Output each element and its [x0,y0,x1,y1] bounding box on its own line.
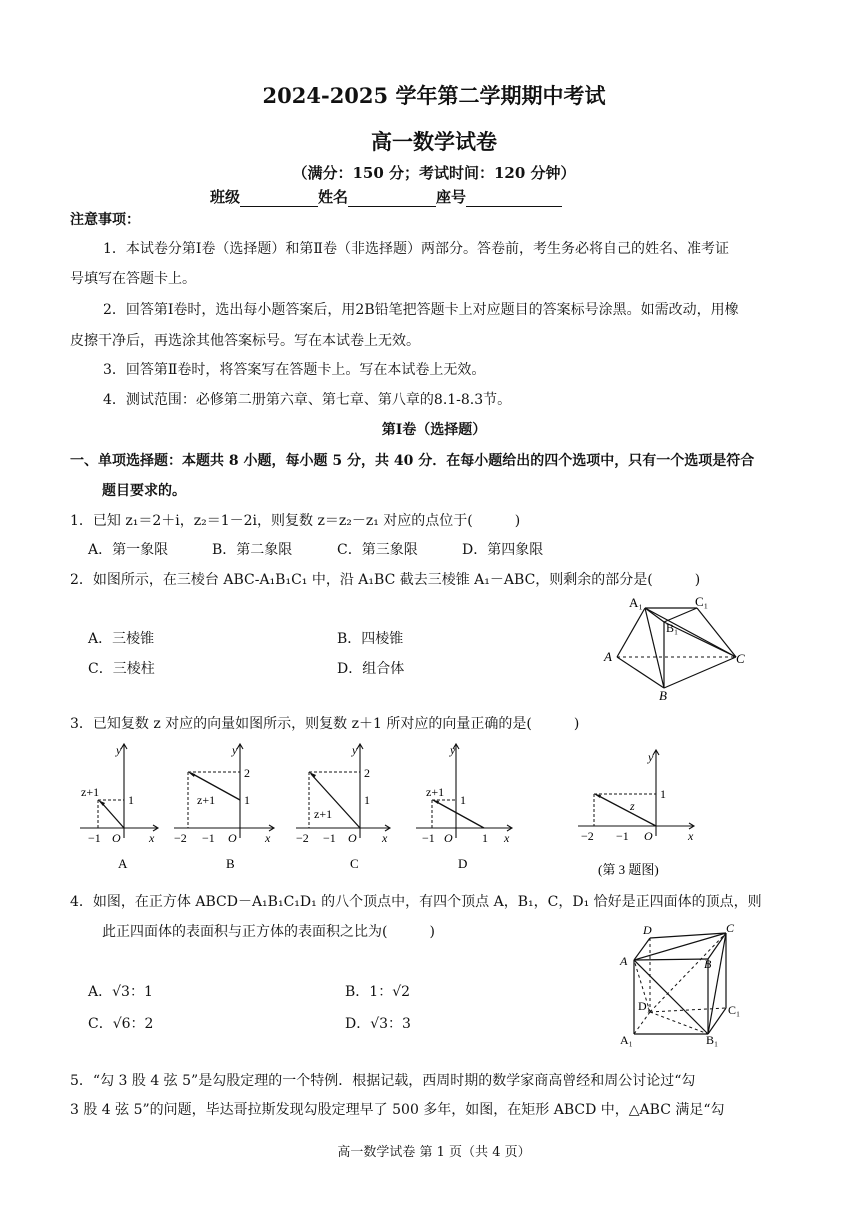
q3a-origin: O [112,831,121,845]
q4-label-d1: D₁ [638,999,651,1013]
q4-stem-cont: 此正四面体的表面积与正方体的表面积之比为( ) [102,924,435,940]
q2-label-a1: A₁ [629,595,643,610]
exam-info: （满分：150 分；考试时间：120 分钟） [292,164,576,182]
q3c-tick-m2: −2 [296,831,309,845]
q3b-tick-1: 1 [244,793,250,807]
q4-label-b: B [704,957,712,971]
notice-item-4: 4．测试范围：必修第二册第六章、第七章、第八章的8.1-8.3节。 [103,392,512,408]
student-fields [210,186,562,207]
q3a-letter: A [118,856,128,871]
section-heading: 第Ⅰ卷（选择题） [381,422,487,438]
q5-stem: 5．“勾 3 股 4 弦 5”是勾股定理的一个特例．根据记载，西周时期的数学家商高曾经和周公讨论过“勾 [70,1073,696,1089]
q2-option-b: B．四棱锥 [337,631,404,647]
q3d-axis-y: y [450,743,456,757]
q3d-letter: D [458,856,468,871]
q3-graph-a [76,742,166,874]
q2-option-a: A．三棱锥 [88,631,155,647]
q3d-tick-1: 1 [460,793,466,807]
q2-stem: 2．如图所示，在三棱台 ABC-A₁B₁C₁ 中，沿 A₁BC 截去三棱锥 A₁－ABC，则剩余的部分是( ) [70,572,701,588]
q3c-origin: O [348,831,357,845]
notice-heading: 注意事项： [70,212,140,228]
q1-option-b: B．第二象限 [212,542,293,558]
q3b-tick-m2: −2 [174,831,187,845]
q3a-tick-m1: −1 [88,831,101,845]
q4-option-a: A．√3：1 [88,984,153,1000]
q3a-axis-y: y [116,743,122,757]
q3d-origin: O [444,831,453,845]
q3-stem: 3．已知复数 z 对应的向量如图所示，则复数 z＋1 所对应的向量正确的是( ) [70,716,580,732]
q3c-letter: C [350,856,359,871]
q2-frustum-figure [596,594,756,702]
q2-label-b: B [659,688,667,702]
q4-option-b: B．1：√2 [345,984,411,1000]
q3ref-origin: O [644,829,653,843]
q3ref-tick-1: 1 [660,787,666,801]
name-blank[interactable] [348,192,436,207]
notice-item-1-cont: 号填写在答题卡上。 [70,271,196,287]
q3ref-axis-y: y [648,750,654,764]
q3d-tick-m1: −1 [422,831,435,845]
q1-stem: 1．已知 z₁＝2＋i，z₂＝1－2i，则复数 z＝z₂－z₁ 对应的点位于( ) [70,513,521,529]
q2-label-c: C [736,651,745,666]
q3d-axis-x: x [504,831,510,845]
notice-item-2: 2．回答第Ⅰ卷时，选出每小题答案后，用2B铅笔把答题卡上对应题目的答案标号涂黑。如需改动，用橡 [103,302,739,318]
q3b-origin: O [228,831,237,845]
q1-option-c: C．第三象限 [337,542,418,558]
q2-label-a: A [604,649,612,664]
q4-label-c1: C₁ [728,1003,741,1017]
q2-label-b1: B₁ [666,621,679,635]
exam-title: 2024-2025 学年第二学期期中考试 [262,83,606,108]
seat-blank[interactable] [466,192,562,207]
q3ref-tick-m2: −2 [581,829,594,843]
q3b-tick-2: 2 [244,766,250,780]
q3b-tick-m1: −1 [202,831,215,845]
q4-stem: 4．如图，在正方体 ABCD－A₁B₁C₁D₁ 的八个顶点中，有四个顶点 A，B₁，C，D₁ 恰好是正四面体的顶点，则 [70,894,762,910]
q5-stem-cont: 3 股 4 弦 5”的问题，毕达哥拉斯发现勾股定理早了 500 多年，如图，在矩形 ABCD 中，△ABC 满足“勾 [70,1102,725,1118]
q3b-vec-label: z+1 [197,793,216,807]
q3c-axis-x: x [382,831,388,845]
notice-item-2-cont: 皮擦干净后，再选涂其他答案标号。写在本试卷上无效。 [70,333,420,349]
q3-graph-c [292,742,398,874]
q1-option-a: A．第一象限 [88,542,169,558]
notice-item-1: 1．本试卷分第Ⅰ卷（选择题）和第Ⅱ卷（非选择题）两部分。答卷前，考生务必将自己的姓名、准考证 [103,241,729,257]
q3a-axis-x: x [149,831,155,845]
q3a-vec-label: z+1 [81,785,100,799]
section-intro-cont: 题目要求的。 [102,483,186,499]
q4-option-c: C．√6：2 [88,1016,154,1032]
q3-graph-d [412,742,518,874]
name-label: 姓名 [318,188,349,206]
q2-option-d: D．组合体 [337,661,405,677]
q3ref-z-label: z [630,799,635,813]
notice-item-3: 3．回答第Ⅱ卷时，将答案写在答题卡上。写在本试卷上无效。 [103,362,486,378]
q4-label-d: D [643,923,652,937]
q3ref-axis-x: x [688,829,694,843]
q3b-axis-x: x [265,831,271,845]
q4-label-a: A [620,954,628,968]
q4-label-b1: B₁ [706,1033,719,1047]
class-label: 班级 [210,188,241,206]
q3c-axis-y: y [352,743,358,757]
page-footer: 高一数学试卷 第 1 页（共 4 页） [337,1145,531,1160]
q3ref-tick-m1: −1 [616,829,629,843]
q3c-vec-label: z+1 [314,807,333,821]
q3c-tick-1: 1 [364,793,370,807]
q4-option-d: D．√3：3 [345,1016,411,1032]
q2-label-c1: C₁ [695,594,709,609]
q4-cube-figure [612,918,752,1050]
q3d-vec-label: z+1 [426,785,445,799]
q4-label-a1: A₁ [620,1033,633,1047]
q3c-tick-2: 2 [364,766,370,780]
seat-label: 座号 [436,188,467,206]
q3c-tick-m1: −1 [323,831,336,845]
q3-caption: (第 3 题图) [598,862,659,877]
q1-option-d: D．第四象限 [462,542,544,558]
q4-label-c: C [726,921,735,935]
q2-option-c: C．三棱柱 [88,661,155,677]
q3b-letter: B [226,856,235,871]
class-blank[interactable] [240,192,318,207]
q3-graph-b [170,742,282,874]
q3a-tick-1: 1 [128,793,134,807]
q3d-tick-p1: 1 [482,831,488,845]
paper-subtitle: 高一数学试卷 [371,129,497,154]
q3b-axis-y: y [232,743,238,757]
section-intro: 一、单项选择题：本题共 8 小题，每小题 5 分，共 40 分．在每小题给出的四个选项中，只有一个选项是符合 [70,453,755,469]
q3-reference-graph [574,748,714,882]
